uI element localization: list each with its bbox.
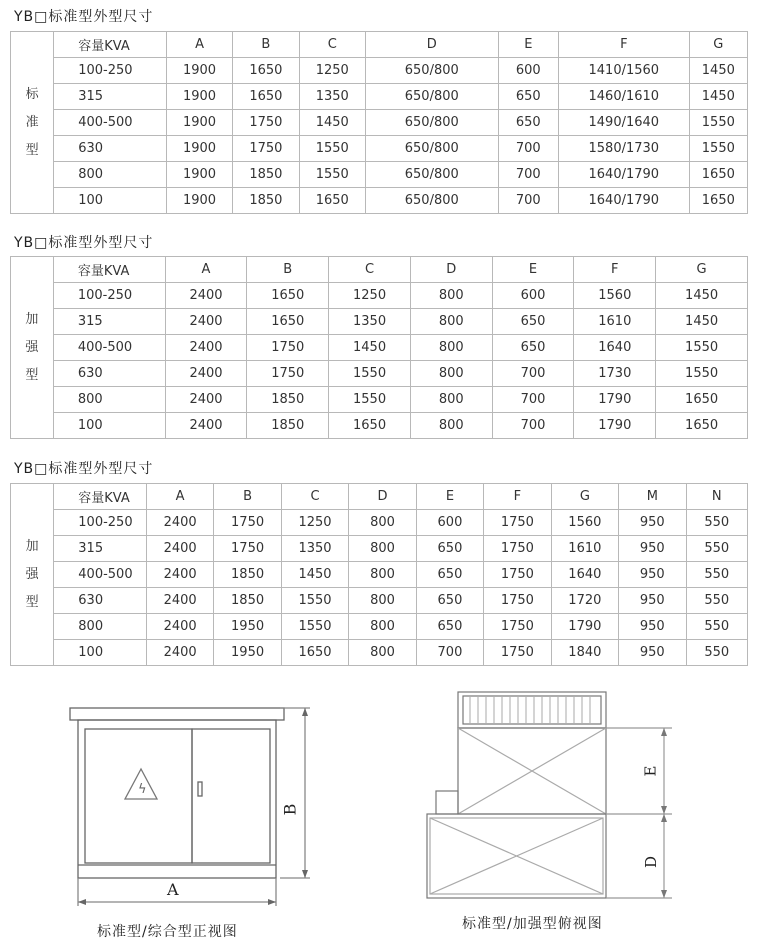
dimension-cell: 800 — [349, 614, 416, 640]
dimension-cell: 1350 — [329, 309, 411, 335]
dimension-cell: 1650 — [233, 84, 299, 110]
capacity-cell: 315 — [54, 84, 167, 110]
dimension-cell: 1350 — [281, 536, 348, 562]
column-header: G — [551, 484, 618, 510]
capacity-cell: 100-250 — [53, 283, 165, 309]
dimension-cell: 800 — [349, 510, 416, 536]
dimension-cell: 700 — [498, 188, 558, 214]
dimension-cell: 1750 — [214, 536, 281, 562]
dimension-cell: 2400 — [146, 562, 213, 588]
dimension-cell: 1610 — [551, 536, 618, 562]
table-3-title: YB□标准型外型尺寸 — [14, 461, 154, 477]
dimension-cell: 950 — [619, 536, 686, 562]
column-header: D — [365, 32, 498, 58]
column-header: E — [492, 257, 574, 283]
dimension-cell: 1550 — [281, 588, 348, 614]
dimension-cell: 1750 — [233, 136, 299, 162]
svg-text:ϟ: ϟ — [138, 782, 147, 797]
dimension-cell: 1650 — [329, 413, 411, 439]
dimension-cell: 650/800 — [365, 162, 498, 188]
dimension-cell: 1850 — [247, 387, 329, 413]
capacity-cell: 315 — [53, 309, 165, 335]
dimension-cell: 700 — [416, 640, 483, 666]
dimension-cell: 1850 — [214, 562, 281, 588]
column-header: 容量KVA — [54, 484, 147, 510]
dimension-cell: 1900 — [166, 84, 232, 110]
dimension-label-a: A — [167, 880, 179, 899]
row-group-label-char: 强 — [25, 566, 39, 582]
dimension-cell: 800 — [410, 309, 492, 335]
dimension-cell: 1750 — [247, 361, 329, 387]
capacity-cell: 400-500 — [54, 110, 167, 136]
column-header: M — [619, 484, 686, 510]
dimension-cell: 1560 — [574, 283, 656, 309]
dimension-cell: 600 — [492, 283, 574, 309]
dimension-cell: 650/800 — [365, 110, 498, 136]
dimension-cell: 2400 — [165, 309, 247, 335]
dimension-label-b: B — [280, 803, 300, 816]
dimension-cell: 1730 — [574, 361, 656, 387]
dimension-cell: 1550 — [329, 361, 411, 387]
dimension-cell: 800 — [410, 335, 492, 361]
capacity-cell: 400-500 — [54, 562, 147, 588]
column-header: A — [165, 257, 247, 283]
column-header: B — [233, 32, 299, 58]
dimension-cell: 1650 — [247, 309, 329, 335]
dimension-cell: 1450 — [299, 110, 365, 136]
dimension-cell: 650 — [498, 84, 558, 110]
dimension-cell: 550 — [686, 536, 747, 562]
column-header: D — [349, 484, 416, 510]
dimension-cell: 1550 — [656, 335, 748, 361]
dimension-cell: 650 — [416, 536, 483, 562]
column-header: A — [166, 32, 232, 58]
dimension-cell: 2400 — [165, 283, 247, 309]
dimension-cell: 800 — [410, 413, 492, 439]
dimension-cell: 800 — [349, 640, 416, 666]
dimension-cell: 2400 — [165, 361, 247, 387]
dimension-cell: 700 — [498, 162, 558, 188]
dimension-cell: 550 — [686, 588, 747, 614]
dimension-cell: 550 — [686, 640, 747, 666]
dimension-cell: 1790 — [574, 387, 656, 413]
capacity-cell: 630 — [54, 588, 147, 614]
dimension-cell: 2400 — [165, 413, 247, 439]
dimension-cell: 1450 — [329, 335, 411, 361]
dimension-cell: 800 — [410, 387, 492, 413]
dimension-cell: 1350 — [299, 84, 365, 110]
dimension-cell: 1550 — [299, 136, 365, 162]
dimension-cell: 1640/1790 — [558, 162, 689, 188]
dimension-cell: 1900 — [166, 110, 232, 136]
dimension-cell: 1550 — [329, 387, 411, 413]
dimension-label-e: E — [641, 765, 660, 777]
dimension-cell: 2400 — [146, 588, 213, 614]
dimension-cell: 550 — [686, 562, 747, 588]
dimension-cell: 1450 — [689, 58, 747, 84]
front-view-caption: 标准型/综合型正视图 — [97, 924, 238, 940]
capacity-cell: 315 — [54, 536, 147, 562]
dimension-cell: 1850 — [214, 588, 281, 614]
column-header: C — [281, 484, 348, 510]
row-group-label-char: 型 — [25, 142, 39, 158]
dimension-cell: 1640 — [574, 335, 656, 361]
column-header: B — [247, 257, 329, 283]
column-header: E — [416, 484, 483, 510]
dimension-cell: 1750 — [484, 614, 551, 640]
dimension-cell: 1550 — [689, 110, 747, 136]
top-view-caption: 标准型/加强型俯视图 — [462, 916, 603, 932]
dimension-cell: 2400 — [146, 536, 213, 562]
dimension-cell: 1450 — [281, 562, 348, 588]
row-group-label-char: 标 — [25, 86, 39, 102]
table-1-title: YB□标准型外型尺寸 — [14, 9, 154, 25]
row-group-label-char: 型 — [25, 367, 39, 383]
dimension-cell: 1650 — [299, 188, 365, 214]
dimension-cell: 1650 — [247, 283, 329, 309]
dimension-cell: 650 — [492, 335, 574, 361]
capacity-cell: 630 — [54, 136, 167, 162]
dimension-cell: 950 — [619, 614, 686, 640]
dimension-cell: 800 — [410, 361, 492, 387]
column-header: G — [656, 257, 748, 283]
dimension-cell: 950 — [619, 562, 686, 588]
dimension-cell: 600 — [498, 58, 558, 84]
dimension-cell: 1650 — [689, 188, 747, 214]
dimension-cell: 2400 — [146, 614, 213, 640]
dimension-cell: 700 — [492, 387, 574, 413]
dimension-cell: 1550 — [656, 361, 748, 387]
dimension-cell: 1250 — [299, 58, 365, 84]
capacity-cell: 800 — [54, 614, 147, 640]
column-header: C — [329, 257, 411, 283]
dimension-cell: 950 — [619, 588, 686, 614]
column-header: 容量KVA — [53, 257, 165, 283]
dimension-cell: 1950 — [214, 640, 281, 666]
capacity-cell: 100 — [54, 188, 167, 214]
dimension-cell: 1950 — [214, 614, 281, 640]
dimension-cell: 1490/1640 — [558, 110, 689, 136]
dimension-cell: 1460/1610 — [558, 84, 689, 110]
dimension-cell: 1720 — [551, 588, 618, 614]
dimension-cell: 1550 — [299, 162, 365, 188]
dimension-cell: 2400 — [165, 335, 247, 361]
dimension-cell: 650/800 — [365, 136, 498, 162]
dimension-cell: 1750 — [484, 640, 551, 666]
column-header: F — [484, 484, 551, 510]
column-header: N — [686, 484, 747, 510]
dimension-cell: 1450 — [656, 309, 748, 335]
dimension-cell: 650 — [498, 110, 558, 136]
column-header: E — [498, 32, 558, 58]
column-header: A — [146, 484, 213, 510]
table-2-title: YB□标准型外型尺寸 — [14, 235, 154, 251]
dimension-cell: 1640/1790 — [558, 188, 689, 214]
dimension-cell: 1650 — [656, 413, 748, 439]
dimension-cell: 600 — [416, 510, 483, 536]
column-header: F — [574, 257, 656, 283]
dimension-cell: 1580/1730 — [558, 136, 689, 162]
dimension-cell: 800 — [349, 588, 416, 614]
row-group-label-char: 型 — [25, 594, 39, 610]
capacity-cell: 800 — [53, 387, 165, 413]
column-header: 容量KVA — [54, 32, 167, 58]
dimension-cell: 2400 — [146, 640, 213, 666]
column-header: G — [689, 32, 747, 58]
dimension-cell: 700 — [492, 361, 574, 387]
column-header: B — [214, 484, 281, 510]
dimension-label-d: D — [642, 855, 661, 869]
dimension-cell: 950 — [619, 640, 686, 666]
capacity-cell: 630 — [53, 361, 165, 387]
dimension-cell: 1450 — [656, 283, 748, 309]
dimension-cell: 1750 — [484, 536, 551, 562]
dimension-cell: 1550 — [689, 136, 747, 162]
dimension-cell: 700 — [492, 413, 574, 439]
dimension-cell: 1410/1560 — [558, 58, 689, 84]
dimension-cell: 800 — [349, 562, 416, 588]
dimension-cell: 650/800 — [365, 84, 498, 110]
dimension-cell: 1900 — [166, 58, 232, 84]
dimension-cell: 1450 — [689, 84, 747, 110]
column-header: D — [410, 257, 492, 283]
dimension-cell: 650 — [416, 588, 483, 614]
dimension-cell: 650/800 — [365, 58, 498, 84]
capacity-cell: 800 — [54, 162, 167, 188]
dimension-cell: 1900 — [166, 162, 232, 188]
dimension-cell: 1850 — [233, 188, 299, 214]
dimension-cell: 1650 — [656, 387, 748, 413]
dimension-cell: 1550 — [281, 614, 348, 640]
dimension-cell: 1750 — [484, 562, 551, 588]
dimension-cell: 1750 — [247, 335, 329, 361]
dimension-cell: 800 — [410, 283, 492, 309]
capacity-cell: 400-500 — [53, 335, 165, 361]
row-group-label-char: 准 — [25, 114, 39, 130]
dimension-cell: 1900 — [166, 188, 232, 214]
dimension-cell: 550 — [686, 614, 747, 640]
dimension-cell: 950 — [619, 510, 686, 536]
row-group-label-char: 加 — [25, 311, 39, 327]
dimension-cell: 1750 — [214, 510, 281, 536]
dimension-cell: 1560 — [551, 510, 618, 536]
dimension-cell: 1650 — [689, 162, 747, 188]
row-group-label-char: 加 — [25, 538, 39, 554]
dimension-cell: 1750 — [484, 588, 551, 614]
dimension-cell: 550 — [686, 510, 747, 536]
capacity-cell: 100 — [53, 413, 165, 439]
dimension-cell: 1650 — [233, 58, 299, 84]
dimension-cell: 650 — [416, 562, 483, 588]
dimension-cell: 1750 — [484, 510, 551, 536]
capacity-cell: 100-250 — [54, 58, 167, 84]
dimension-cell: 1650 — [281, 640, 348, 666]
dimension-cell: 1840 — [551, 640, 618, 666]
dimension-cell: 2400 — [146, 510, 213, 536]
capacity-cell: 100 — [54, 640, 147, 666]
dimension-cell: 800 — [349, 536, 416, 562]
column-header: F — [558, 32, 689, 58]
dimension-cell: 1750 — [233, 110, 299, 136]
dimension-cell: 1250 — [329, 283, 411, 309]
column-header: C — [299, 32, 365, 58]
dimension-cell: 1850 — [247, 413, 329, 439]
dimension-cell: 1610 — [574, 309, 656, 335]
dimension-cell: 1640 — [551, 562, 618, 588]
dimension-cell: 650 — [416, 614, 483, 640]
dimension-cell: 1900 — [166, 136, 232, 162]
dimension-cell: 650/800 — [365, 188, 498, 214]
dimension-cell: 700 — [498, 136, 558, 162]
capacity-cell: 100-250 — [54, 510, 147, 536]
dimension-cell: 1250 — [281, 510, 348, 536]
row-group-label-char: 强 — [25, 339, 39, 355]
dimension-cell: 2400 — [165, 387, 247, 413]
dimension-cell: 1850 — [233, 162, 299, 188]
dimension-cell: 650 — [492, 309, 574, 335]
dimension-cell: 1790 — [551, 614, 618, 640]
dimension-cell: 1790 — [574, 413, 656, 439]
